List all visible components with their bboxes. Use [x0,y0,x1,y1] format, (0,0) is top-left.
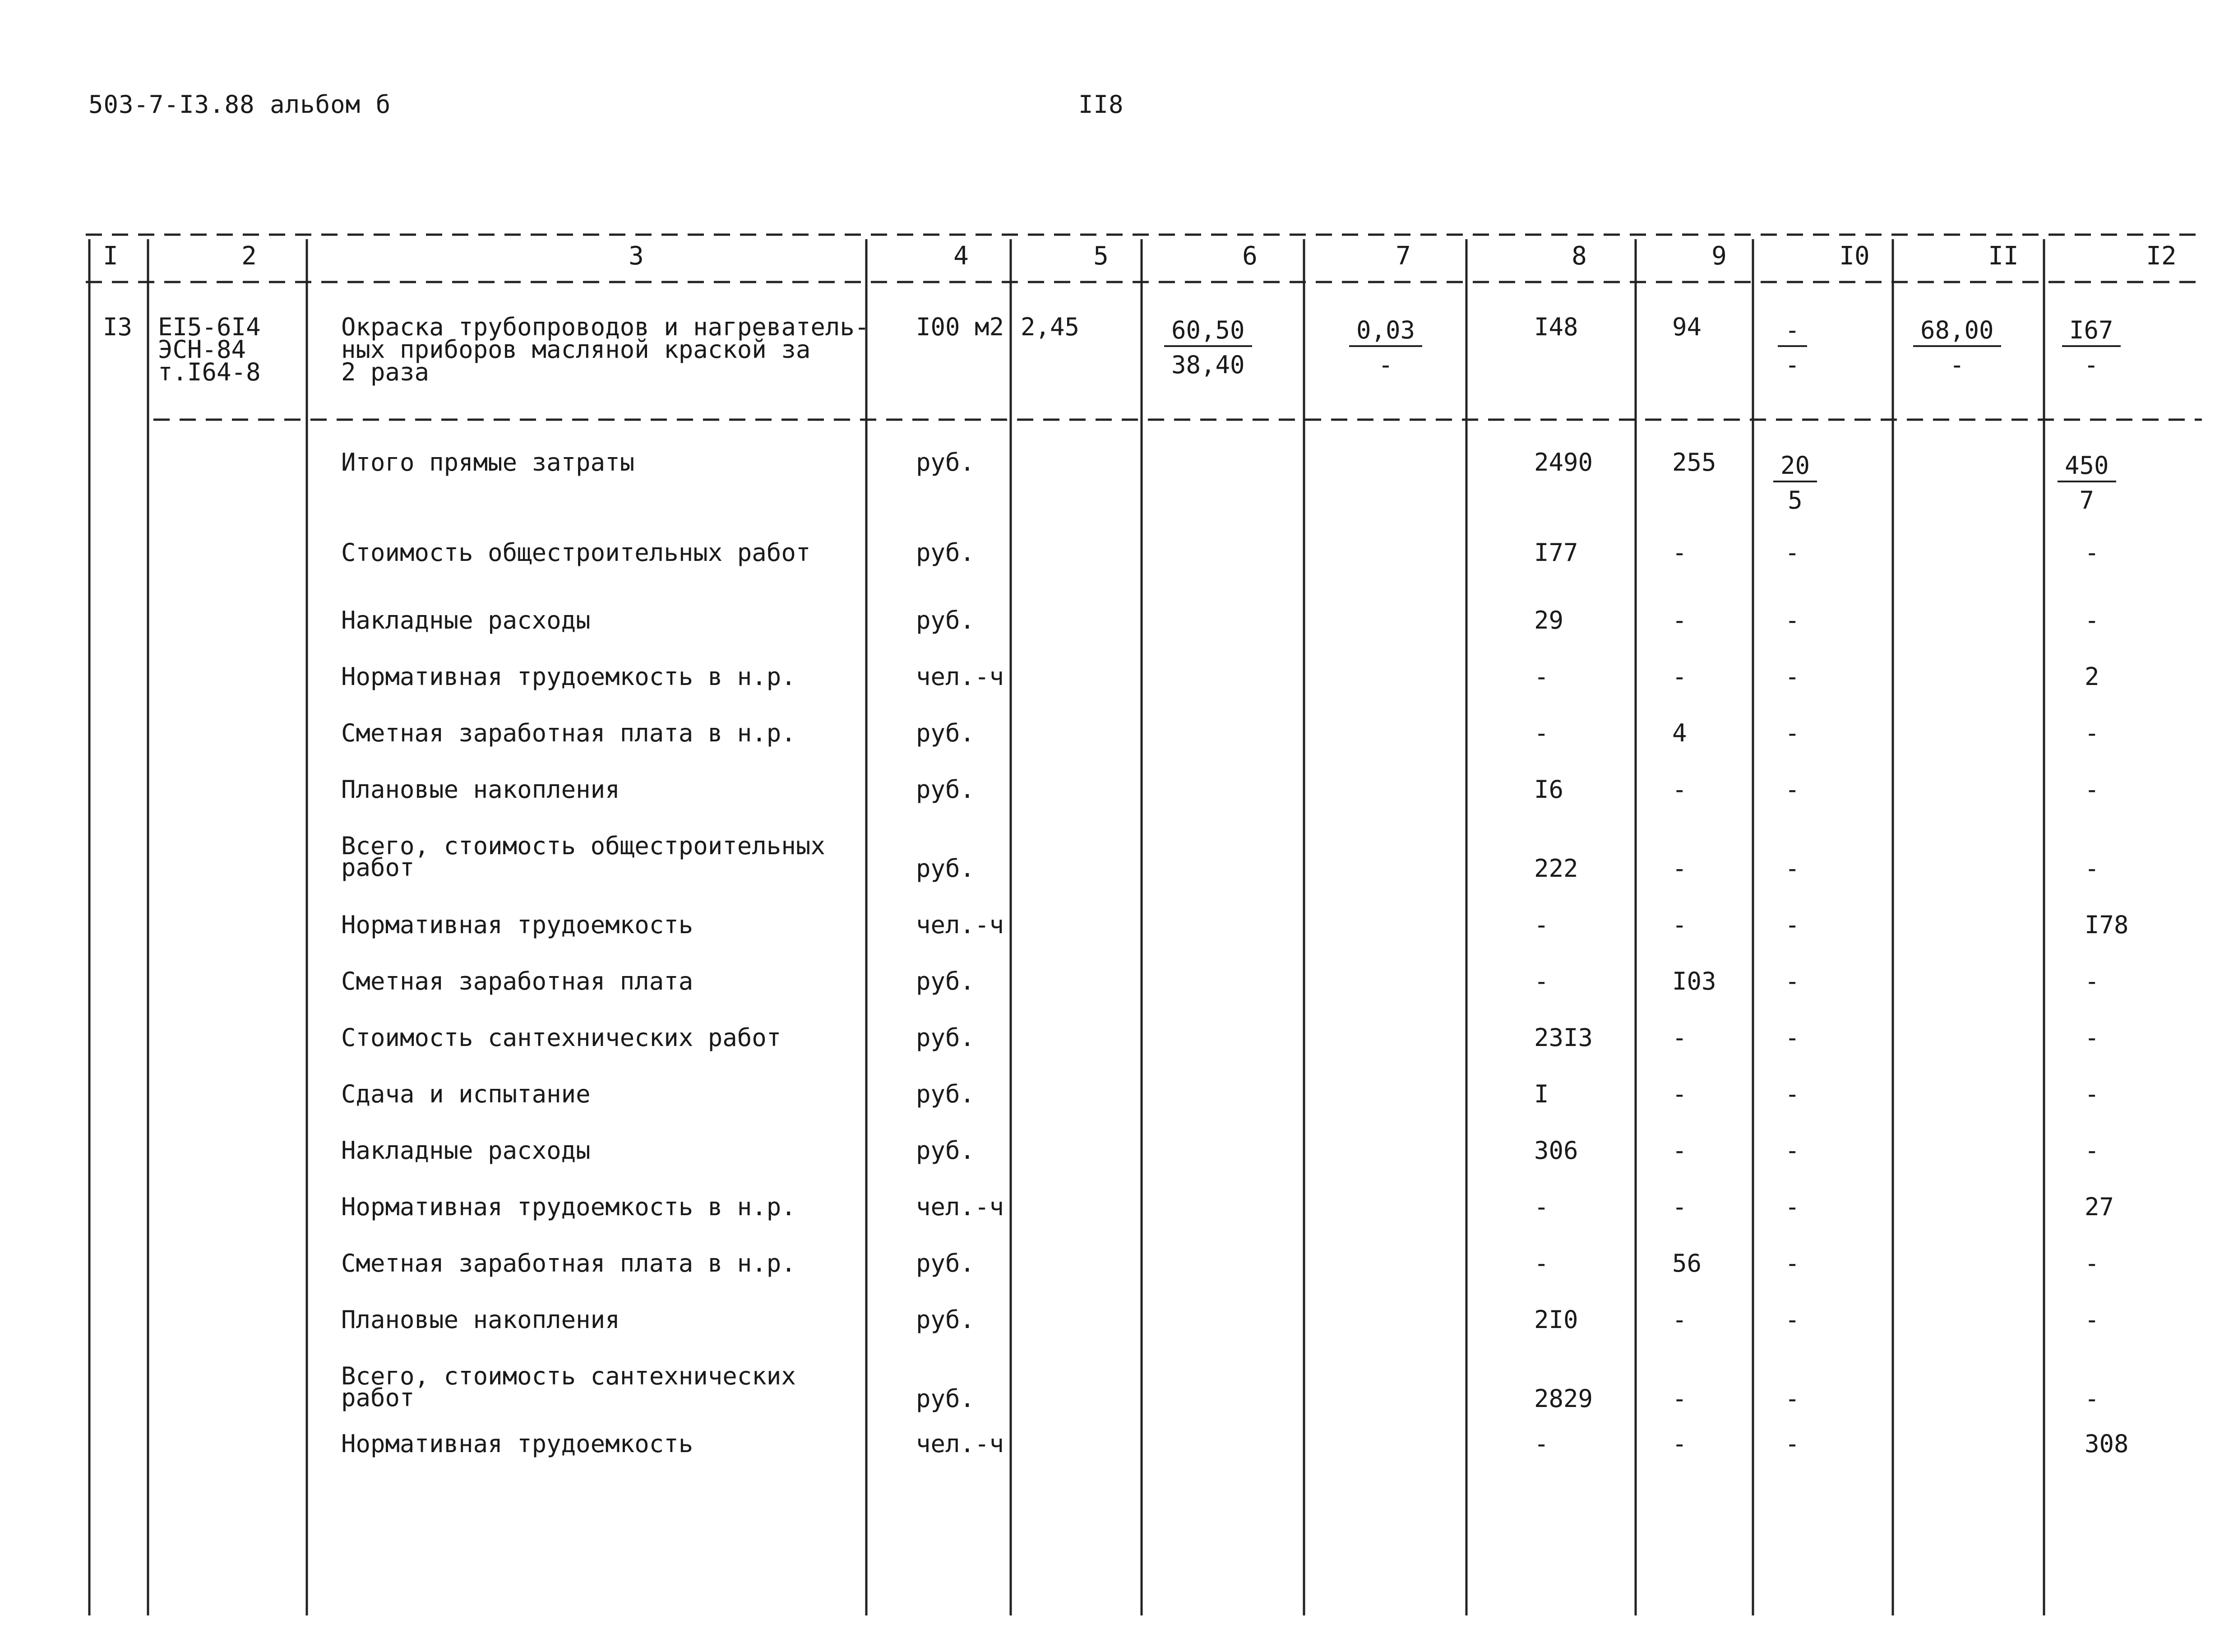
row-unit: чел.-ч [916,1430,1004,1458]
item-quantity: 2,45 [1021,313,1080,341]
row-col12: - [2085,775,2099,804]
total-col9: 255 [1672,448,1716,477]
row-unit: руб. [916,1023,975,1052]
row-unit: чел.-ч [916,1193,1004,1221]
item-code-line: т.I64-8 [158,358,261,386]
column-number: 7 [1396,241,1411,271]
column-number: 2 [241,241,257,271]
row-col8: 2829 [1534,1384,1593,1413]
column-number: 4 [953,241,969,271]
row-col9: - [1672,662,1687,691]
row-col8: 222 [1534,854,1578,883]
row-label: Всего, стоимость сантехнических [341,1362,796,1390]
column-number: 3 [629,241,644,271]
page-number: II8 [1078,90,1124,119]
row-col8: - [1534,967,1549,995]
row-col12: - [2085,1305,2099,1334]
row-label: Нормативная трудоемкость в н.р. [341,662,796,691]
row-unit: руб. [916,1249,975,1277]
row-col12: - [2085,967,2099,995]
row-unit: руб. [916,1384,975,1413]
row-col12: - [2085,538,2099,567]
row-col9: - [1672,1305,1687,1334]
total-unit: руб. [916,448,975,477]
fraction-denominator: 38,40 [1171,351,1245,379]
column-number: I [103,241,118,271]
row-unit: руб. [916,606,975,634]
item-number: I3 [103,313,133,341]
row-col12: I78 [2085,911,2129,939]
row-col10: - [1785,662,1800,691]
fraction-numerator: I67 [2062,316,2121,347]
row-label: Нормативная трудоемкость в н.р. [341,1193,796,1221]
row-col10: - [1785,1023,1800,1052]
fraction-numerator: 450 [2058,451,2116,482]
row-unit: руб. [916,775,975,804]
row-unit: руб. [916,1136,975,1165]
row-col8: 29 [1534,606,1564,634]
row-col12: - [2085,854,2099,883]
row-col10: - [1785,911,1800,939]
row-label-continuation: работ [341,1384,415,1412]
document-reference: 503-7-I3.88 альбом б [88,90,391,119]
row-label: Сметная заработная плата [341,967,694,995]
row-col8: - [1534,911,1549,939]
row-label-continuation: работ [341,853,415,882]
row-unit: руб. [916,1080,975,1108]
column-number: 9 [1711,241,1727,271]
item-description-line: Окраска трубопроводов и нагреватель- [341,313,869,341]
row-col12: - [2085,1023,2099,1052]
row-col9: - [1672,606,1687,634]
column-number: 6 [1242,241,1258,271]
fraction-numerator: 60,50 [1164,316,1252,347]
item-col7-fraction [1349,316,1422,379]
row-col10: - [1785,1193,1800,1221]
row-unit: руб. [916,967,975,995]
row-col8: I6 [1534,775,1564,804]
row-label: Нормативная трудоемкость [341,1430,694,1458]
row-label: Накладные расходы [341,1136,591,1165]
column-number: 5 [1093,241,1109,271]
row-col9: - [1672,1023,1687,1052]
item-col8: I48 [1534,313,1578,341]
row-label: Всего, стоимость общестроительных [341,832,825,860]
row-label: Сметная заработная плата в н.р. [341,719,796,747]
row-col9: 4 [1672,719,1687,747]
row-col8: 306 [1534,1136,1578,1165]
item-col9: 94 [1672,313,1702,341]
fraction-denominator: 7 [2079,486,2095,514]
row-label: Плановые накопления [341,1305,620,1334]
total-col12-fraction [2058,451,2116,514]
fraction-denominator: - [1785,351,1800,379]
row-col8: 2I0 [1534,1305,1578,1334]
fraction-numerator: 68,00 [1913,316,2001,347]
row-col9: - [1672,1430,1687,1458]
fraction-numerator: - [1778,316,1807,347]
column-number: II [1988,241,2019,271]
row-unit: руб. [916,538,975,567]
row-label: Накладные расходы [341,606,591,634]
row-col10: - [1785,1249,1800,1277]
row-col10: - [1785,538,1800,567]
row-col9: - [1672,1384,1687,1413]
fraction-numerator: 0,03 [1349,316,1422,347]
row-col9: - [1672,775,1687,804]
row-col12: - [2085,1384,2099,1413]
row-col10: - [1785,775,1800,804]
row-col9: - [1672,1193,1687,1221]
item-col10-fraction [1778,316,1807,379]
row-col8: I77 [1534,538,1578,567]
row-label: Плановые накопления [341,775,620,804]
fraction-denominator: - [2084,351,2099,379]
row-col8: 23I3 [1534,1023,1593,1052]
row-col12: 308 [2085,1430,2129,1458]
row-col10: - [1785,1080,1800,1108]
row-label: Стоимость сантехнических работ [341,1023,781,1052]
row-col9: - [1672,538,1687,567]
row-label: Стоимость общестроительных работ [341,538,811,567]
row-unit: руб. [916,719,975,747]
item-col12-fraction [2062,316,2121,379]
row-col9: - [1672,1080,1687,1108]
item-code-line: EI5-6I4 [158,313,261,341]
row-unit: руб. [916,854,975,883]
row-col9: - [1672,1136,1687,1165]
row-col12: - [2085,719,2099,747]
row-col8: - [1534,1430,1549,1458]
row-col12: - [2085,1249,2099,1277]
row-col12: 2 [2085,662,2099,691]
row-label: Нормативная трудоемкость [341,911,694,939]
total-label: Итого прямые затраты [341,448,635,477]
row-col9: - [1672,911,1687,939]
total-col10-fraction [1773,451,1817,514]
fraction-numerator: 20 [1773,451,1817,482]
row-col8: - [1534,1249,1549,1277]
column-number: 8 [1572,241,1587,271]
fraction-denominator: - [1378,351,1393,379]
row-col10: - [1785,606,1800,634]
fraction-denominator: 5 [1788,486,1803,514]
item-description-line: ных приборов масляной краской за [341,335,811,364]
row-label: Сдача и испытание [341,1080,591,1108]
row-col12: - [2085,1136,2099,1165]
item-unit: I00 м2 [916,313,1004,341]
row-col10: - [1785,1136,1800,1165]
row-col8: - [1534,719,1549,747]
row-col10: - [1785,719,1800,747]
item-description-line: 2 раза [341,358,430,386]
item-code-line: ЭСН-84 [158,335,246,364]
row-col10: - [1785,1430,1800,1458]
row-col12: - [2085,1080,2099,1108]
row-col10: - [1785,854,1800,883]
row-col9: - [1672,854,1687,883]
row-col12: - [2085,606,2099,634]
row-col10: - [1785,1384,1800,1413]
item-col11-fraction [1913,316,2001,379]
row-col10: - [1785,1305,1800,1334]
row-col8: I [1534,1080,1549,1108]
row-unit: чел.-ч [916,911,1004,939]
row-col10: - [1785,967,1800,995]
column-number: I2 [2146,241,2177,271]
fraction-denominator: - [1950,351,1965,379]
row-col9: I03 [1672,967,1716,995]
row-col9: 56 [1672,1249,1702,1277]
row-col8: - [1534,662,1549,691]
row-unit: руб. [916,1305,975,1334]
total-col8: 2490 [1534,448,1593,477]
row-label: Сметная заработная плата в н.р. [341,1249,796,1277]
column-number: I0 [1839,241,1870,271]
row-col8: - [1534,1193,1549,1221]
row-col12: 27 [2085,1193,2114,1221]
item-col6-fraction [1164,316,1252,379]
row-unit: чел.-ч [916,662,1004,691]
